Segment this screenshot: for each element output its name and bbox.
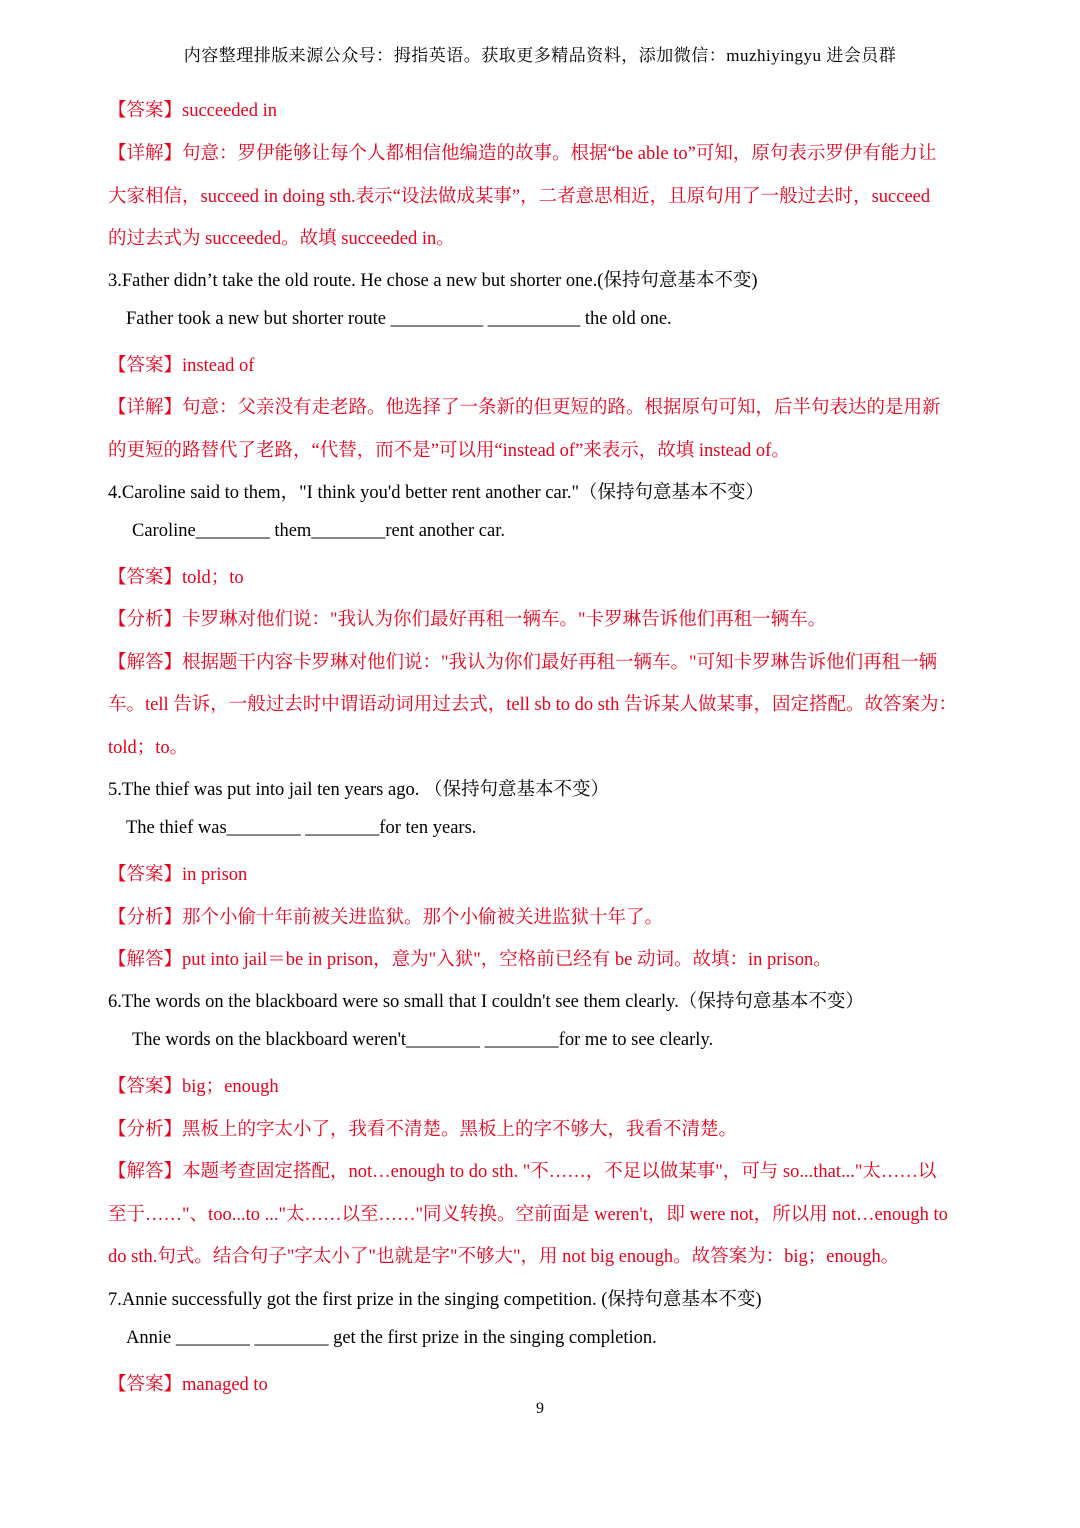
answer-line: 【答案】instead of [108, 356, 255, 376]
explanation-line: 大家相信，succeed in doing sth.表示“设法做成某事”，二者意思相近，且原句用了一般过去时，succeed [108, 187, 931, 207]
solution-line: 【解答】put into jail＝be in prison，意为"入狱"，空格前已经有 be 动词。故填：in prison。 [108, 950, 832, 970]
solution-line: 车。tell 告诉，一般过去时中谓语动词用过去式，tell sb to do sth 告诉某人做某事，固定搭配。故答案为： [108, 695, 957, 715]
question-line: 4.Caroline said to them，"I think you'd better rent another car."（保持句意基本不变） [108, 483, 765, 503]
explanation-line: 的过去式为 succeeded。故填 succeeded in。 [108, 229, 455, 249]
question-line: 6.The words on the blackboard were so small that I couldn't see them clearly.（保持句意基本不变） [108, 992, 864, 1012]
solution-line: told；to。 [108, 738, 189, 758]
answer-line: 【答案】succeeded in [108, 101, 278, 121]
question-line: 5.The thief was put into jail ten years ago. （保持句意基本不变） [108, 780, 609, 800]
question-blank-line: Annie ________ ________ get the first prize in the singing completion. [126, 1328, 657, 1348]
page-header: 内容整理排版来源公众号：拇指英语。获取更多精品资料，添加微信：muzhiyingyu 进会员群 [183, 46, 897, 65]
question-blank-line: The words on the blackboard weren't________ ________for me to see clearly. [132, 1030, 714, 1050]
explanation-line: 的更短的路替代了老路，“代替，而不是”可以用“instead of”来表示，故填 instead of。 [108, 441, 790, 461]
solution-line: do sth.句式。结合句子"字太小了"也就是字"不够大"，用 not big enough。故答案为：big；enough。 [108, 1247, 900, 1267]
question-line: 7.Annie successfully got the first prize in the singing competition. (保持句意基本不变) [108, 1290, 762, 1310]
page-number: 9 [536, 1400, 544, 1417]
question-blank-line: Caroline________ them________rent another car. [132, 521, 505, 541]
answer-line: 【答案】in prison [108, 865, 248, 885]
question-line: 3.Father didn’t take the old route. He chose a new but shorter one.(保持句意基本不变) [108, 271, 758, 291]
question-blank-line: The thief was________ ________for ten years. [126, 818, 477, 838]
solution-line: 【解答】根据题干内容卡罗琳对他们说："我认为你们最好再租一辆车。"可知卡罗琳告诉他们再租一辆 [108, 653, 938, 673]
solution-line: 至于……"、too...to ..."太……以至……"同义转换。空前面是 weren't，即 were not，所以用 not…enough to [108, 1205, 948, 1225]
answer-line: 【答案】big；enough [108, 1077, 279, 1097]
explanation-line: 【详解】句意：父亲没有走老路。他选择了一条新的但更短的路。根据原句可知，后半句表达的是用新 [108, 398, 941, 418]
analysis-line: 【分析】那个小偷十年前被关进监狱。那个小偷被关进监狱十年了。 [108, 908, 664, 928]
analysis-line: 【分析】黑板上的字太小了，我看不清楚。黑板上的字不够大，我看不清楚。 [108, 1120, 738, 1140]
answer-line: 【答案】managed to [108, 1375, 268, 1395]
analysis-line: 【分析】卡罗琳对他们说："我认为你们最好再租一辆车。"卡罗琳告诉他们再租一辆车。 [108, 610, 827, 630]
answer-line: 【答案】told；to [108, 568, 244, 588]
question-blank-line: Father took a new but shorter route __________ __________ the old one. [126, 309, 672, 329]
solution-line: 【解答】本题考查固定搭配，not…enough to do sth. "不……，不足以做某事"，可与 so...that..."太……以 [108, 1162, 937, 1182]
explanation-line: 【详解】句意：罗伊能够让每个人都相信他编造的故事。根据“be able to”可知，原句表示罗伊有能力让 [108, 144, 937, 164]
